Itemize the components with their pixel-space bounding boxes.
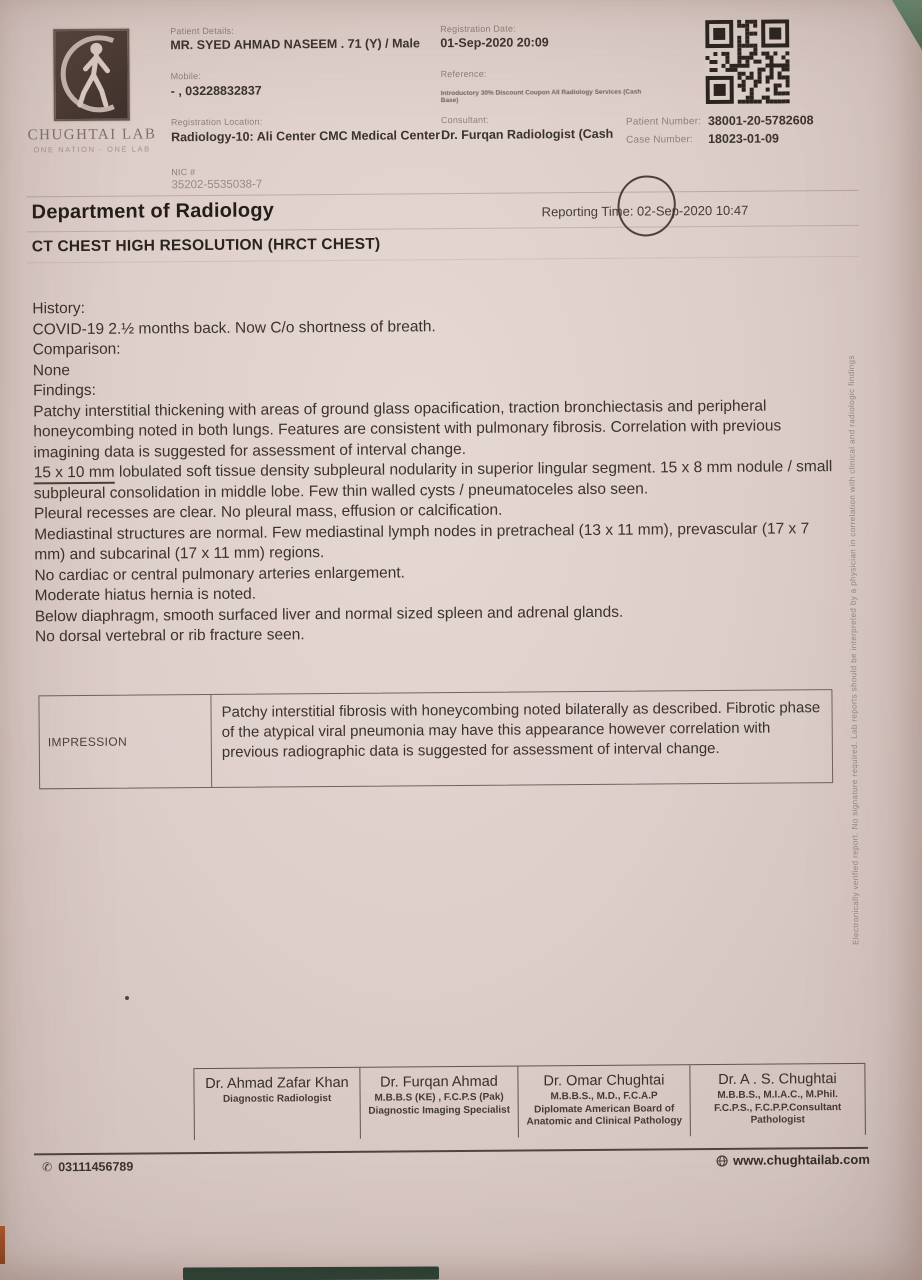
signatory-credentials: M.B.B.S., M.I.A.C., M.Phil. F.C.P.S., F.C.P.P.Consultant Pathologist	[713, 1089, 842, 1126]
impression-table	[38, 689, 833, 789]
case-number-label: Case Number:	[626, 134, 693, 146]
footer-website	[716, 1152, 870, 1168]
signatory-card	[193, 1068, 361, 1140]
signature-block	[193, 1063, 866, 1140]
phone-icon: ✆	[42, 1160, 53, 1175]
divider-line	[27, 225, 859, 233]
department-title: Department of Radiology	[31, 199, 275, 224]
globe-icon	[716, 1154, 728, 1166]
signatory-card	[690, 1064, 866, 1136]
lab-tagline: ONE NATION - ONE LAB	[33, 144, 151, 155]
photo-edge-artifact	[0, 1226, 5, 1264]
mobile-value: - , 03228832837	[170, 83, 262, 99]
registration-location-value: Radiology-10: Ali Center CMC Medical Center	[170, 128, 441, 145]
signatory-credentials: M.B.B.S., M.D., F.C.A.P Diplomate American Board of Anatomic and Clinical Pathology	[526, 1090, 683, 1128]
chughtai-lab-logo	[53, 29, 130, 122]
reporting-time: Reporting Time: 02-Sep-2020 10:47	[541, 202, 749, 220]
impression-text-cell: Patchy interstitial fibrosis with honeycombing noted bilaterally as described. Fibrotic phase of the atypical viral pneumonia may have this appearance however correlation with previous radiographic data is suggested for assessment of interval change.	[221, 699, 821, 761]
patient-details-value: MR. SYED AHMAD NASEEM . 71 (Y) / Male	[170, 36, 420, 53]
reference-label: Reference:	[440, 68, 487, 80]
registration-location-label: Registration Location:	[170, 116, 263, 128]
impression-label-cell: IMPRESSION	[39, 695, 212, 788]
phone-number: 03111456789	[58, 1159, 134, 1175]
mobile-label: Mobile:	[170, 71, 202, 82]
side-disclaimer-text: Electronically verified report. No signature required. Lab reports should be interpreted by a physician in correlation with clinical and radiologic findings	[846, 355, 861, 945]
signatory-card	[360, 1067, 519, 1139]
table-background-strip	[183, 1267, 439, 1280]
comparison-label: Comparison:	[32, 340, 121, 359]
history-label: History:	[32, 299, 85, 318]
comparison-text: None	[32, 361, 70, 379]
ink-speck	[125, 996, 129, 1000]
findings-paragraph-4: Mediastinal structures are normal. Few mediastinal lymph nodes in pretracheal (13 x 11 mm), prevascular (17 x 7 mm) and subcarinal (17 x 11 mm) regions.	[34, 519, 810, 564]
pen-underlined-measurement: 15 x 10 mm	[34, 464, 115, 485]
findings-paragraph-7: Below diaphragm, smooth surfaced liver and normal sized spleen and adrenal glands.	[34, 603, 624, 625]
nic-value: 35202-5535038-7	[171, 178, 263, 192]
qr-code	[705, 19, 790, 104]
findings-paragraph-8: No dorsal vertebral or rib fracture seen.	[34, 626, 305, 646]
patient-details-label: Patient Details:	[170, 25, 234, 37]
patient-number-value: 38001-20-5782608	[707, 113, 814, 129]
reference-value: Introductory 30% Discount Coupon All Radiology Services (Cash Base)	[440, 88, 642, 105]
registration-date-label: Registration Date:	[440, 23, 516, 35]
findings-label: Findings:	[32, 381, 97, 400]
report-body	[32, 293, 841, 648]
findings-paragraph-3: Pleural recesses are clear. No pleural mass, effusion or calcification.	[33, 501, 503, 523]
divider-line	[27, 256, 859, 264]
findings-paragraph-6: Moderate hiatus hernia is noted.	[34, 585, 257, 605]
signatory-name: Dr. A . S. Chughtai	[718, 1071, 837, 1088]
signatory-credentials: M.B.B.S (KE) , F.C.P.S (Pak) Diagnostic Imaging Specialist	[368, 1091, 511, 1117]
divider-line	[27, 190, 859, 198]
signatory-card	[518, 1065, 691, 1137]
signatory-name: Dr. Ahmad Zafar Khan	[205, 1074, 349, 1093]
signatory-name: Dr. Omar Chughtai	[543, 1072, 665, 1090]
registration-date-value: 01-Sep-2020 20:09	[440, 35, 549, 51]
lab-name: CHUGHTAI LAB	[27, 126, 157, 144]
findings-paragraph-2-rest: lobulated soft tissue density subpleural nodularity in superior lingular segment. 15 x 8 mm nodule / small subpleural consolidation in middle lobe. Few thin walled cysts / pneumatoceles also seen.	[33, 458, 833, 502]
signatory-name: Dr. Furqan Ahmad	[380, 1073, 498, 1091]
findings-paragraph-2	[34, 457, 840, 504]
footer-phone	[42, 1160, 133, 1175]
nic-label: NIC #	[171, 167, 196, 178]
walking-figure-icon	[55, 31, 128, 120]
findings-paragraph-5: No cardiac or central pulmonary arteries enlargement.	[34, 563, 405, 584]
consultant-label: Consultant:	[440, 114, 489, 126]
findings-paragraph-1: Patchy interstitial thickening with areas of ground glass opacification, traction bronchiectasis and peripheral honeycombing noted in both lungs. Features are consistent with pulmonary fibrosis. Correlation with previous imagining data is suggested for assessment of interval change.	[33, 397, 782, 461]
case-number-value: 18023-01-09	[708, 131, 780, 147]
patient-number-label: Patient Number:	[625, 116, 702, 128]
history-text: COVID-19 2.½ months back. Now C/o shortness of breath.	[32, 317, 436, 338]
exam-title: CT CHEST HIGH RESOLUTION (HRCT CHEST)	[31, 235, 381, 256]
consultant-value: Dr. Furqan Radiologist (Cash	[440, 126, 614, 143]
pen-circle-annotation	[614, 172, 679, 239]
website-url: www.chughtailab.com	[733, 1151, 870, 1168]
signatory-credentials: Diagnostic Radiologist	[222, 1093, 332, 1105]
